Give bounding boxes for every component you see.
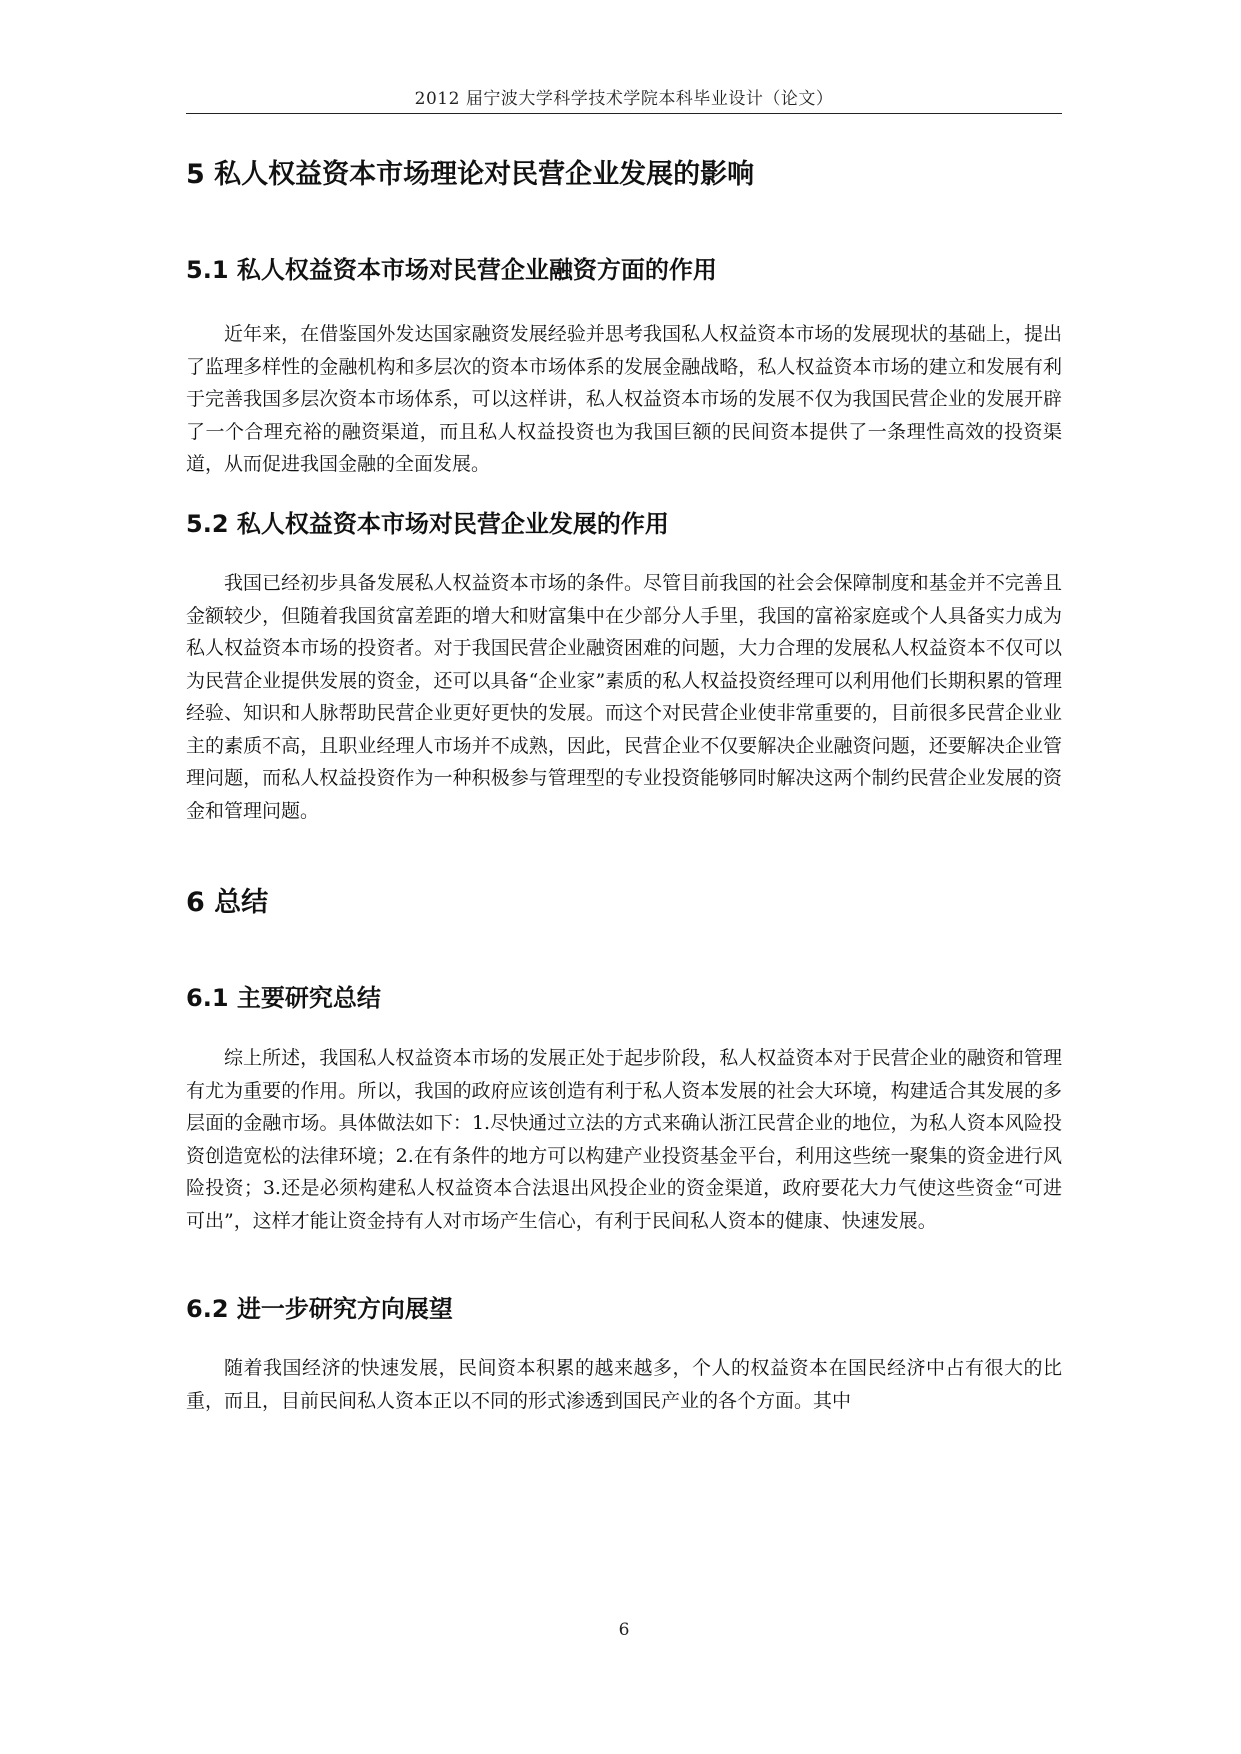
section-6-1-heading: 6.1 主要研究总结 xyxy=(186,984,381,1012)
header-rule xyxy=(186,113,1062,114)
page-number: 6 xyxy=(618,1620,630,1640)
section-6-heading: 6 总结 xyxy=(186,887,269,918)
section-5-2-paragraph: 我国已经初步具备发展私人权益资本市场的条件。尽管目前我国的社会会保障制度和基金并不完善且金额较少，但随着我国贫富差距的增大和财富集中在少部分人手里，我国的富裕家庭或个人具备实力成为私人权益资本市场的投资者。对于我国民营企业融资困难的问题，大力合理的发展私人权益资本不仅可以为民营企业提供发展的资金，还可以具备“企业家”素质的私人权益投资经理可以利用他们长期积累的管理经验、知识和人脉帮助民营企业更好更快的发展。而这个对民营企业使非常重要的，目前很多民营企业业主的素质不高，且职业经理人市场并不成熟，因此，民营企业不仅要解决企业融资问题，还要解决企业管理问题，而私人权益投资作为一种积极参与管理型的专业投资能够同时解决这两个制约民营企业发展的资金和管理问题。 xyxy=(186,572,1062,822)
section-6-1-paragraph: 综上所述，我国私人权益资本市场的发展正处于起步阶段，私人权益资本对于民营企业的融资和管理有尤为重要的作用。所以，我国的政府应该创造有利于私人资本发展的社会大环境，构建适合其发展的多层面的金融市场。具体做法如下：1.尽快通过立法的方式来确认浙江民营企业的地位，为私人资本风险投资创造宽松的法律环境；2.在有条件的地方可以构建产业投资基金平台，利用这些统一聚集的资金进行风险投资；3.还是必须构建私人权益资本合法退出风投企业的资金渠道，政府要花大力气使这些资金“可进可出”，这样才能让资金持有人对市场产生信心，有利于民间私人资本的健康、快速发展。 xyxy=(186,1047,1062,1232)
section-6-2-paragraph: 随着我国经济的快速发展，民间资本积累的越来越多，个人的权益资本在国民经济中占有很大的比重，而且，目前民间私人资本正以不同的形式渗透到国民产业的各个方面。其中 xyxy=(186,1357,1062,1412)
section-5-2-heading: 5.2 私人权益资本市场对民营企业发展的作用 xyxy=(186,510,669,538)
section-5-1-paragraph: 近年来，在借鉴国外发达国家融资发展经验并思考我国私人权益资本市场的发展现状的基础上，提出了监理多样性的金融机构和多层次的资本市场体系的发展金融战略，私人权益资本市场的建立和发展有利于完善我国多层次资本市场体系，可以这样讲，私人权益资本市场的发展不仅为我国民营企业的发展开辟了一个合理充裕的融资渠道，而且私人权益投资也为我国巨额的民间资本提供了一条理性高效的投资渠道，从而促进我国金融的全面发展。 xyxy=(186,323,1062,475)
section-5-1-heading: 5.1 私人权益资本市场对民营企业融资方面的作用 xyxy=(186,256,717,284)
running-header: 2012 届宁波大学科学技术学院本科毕业设计（论文） xyxy=(414,89,834,109)
section-6-2-heading: 6.2 进一步研究方向展望 xyxy=(186,1295,453,1323)
section-5-heading: 5 私人权益资本市场理论对民营企业发展的影响 xyxy=(186,159,755,190)
